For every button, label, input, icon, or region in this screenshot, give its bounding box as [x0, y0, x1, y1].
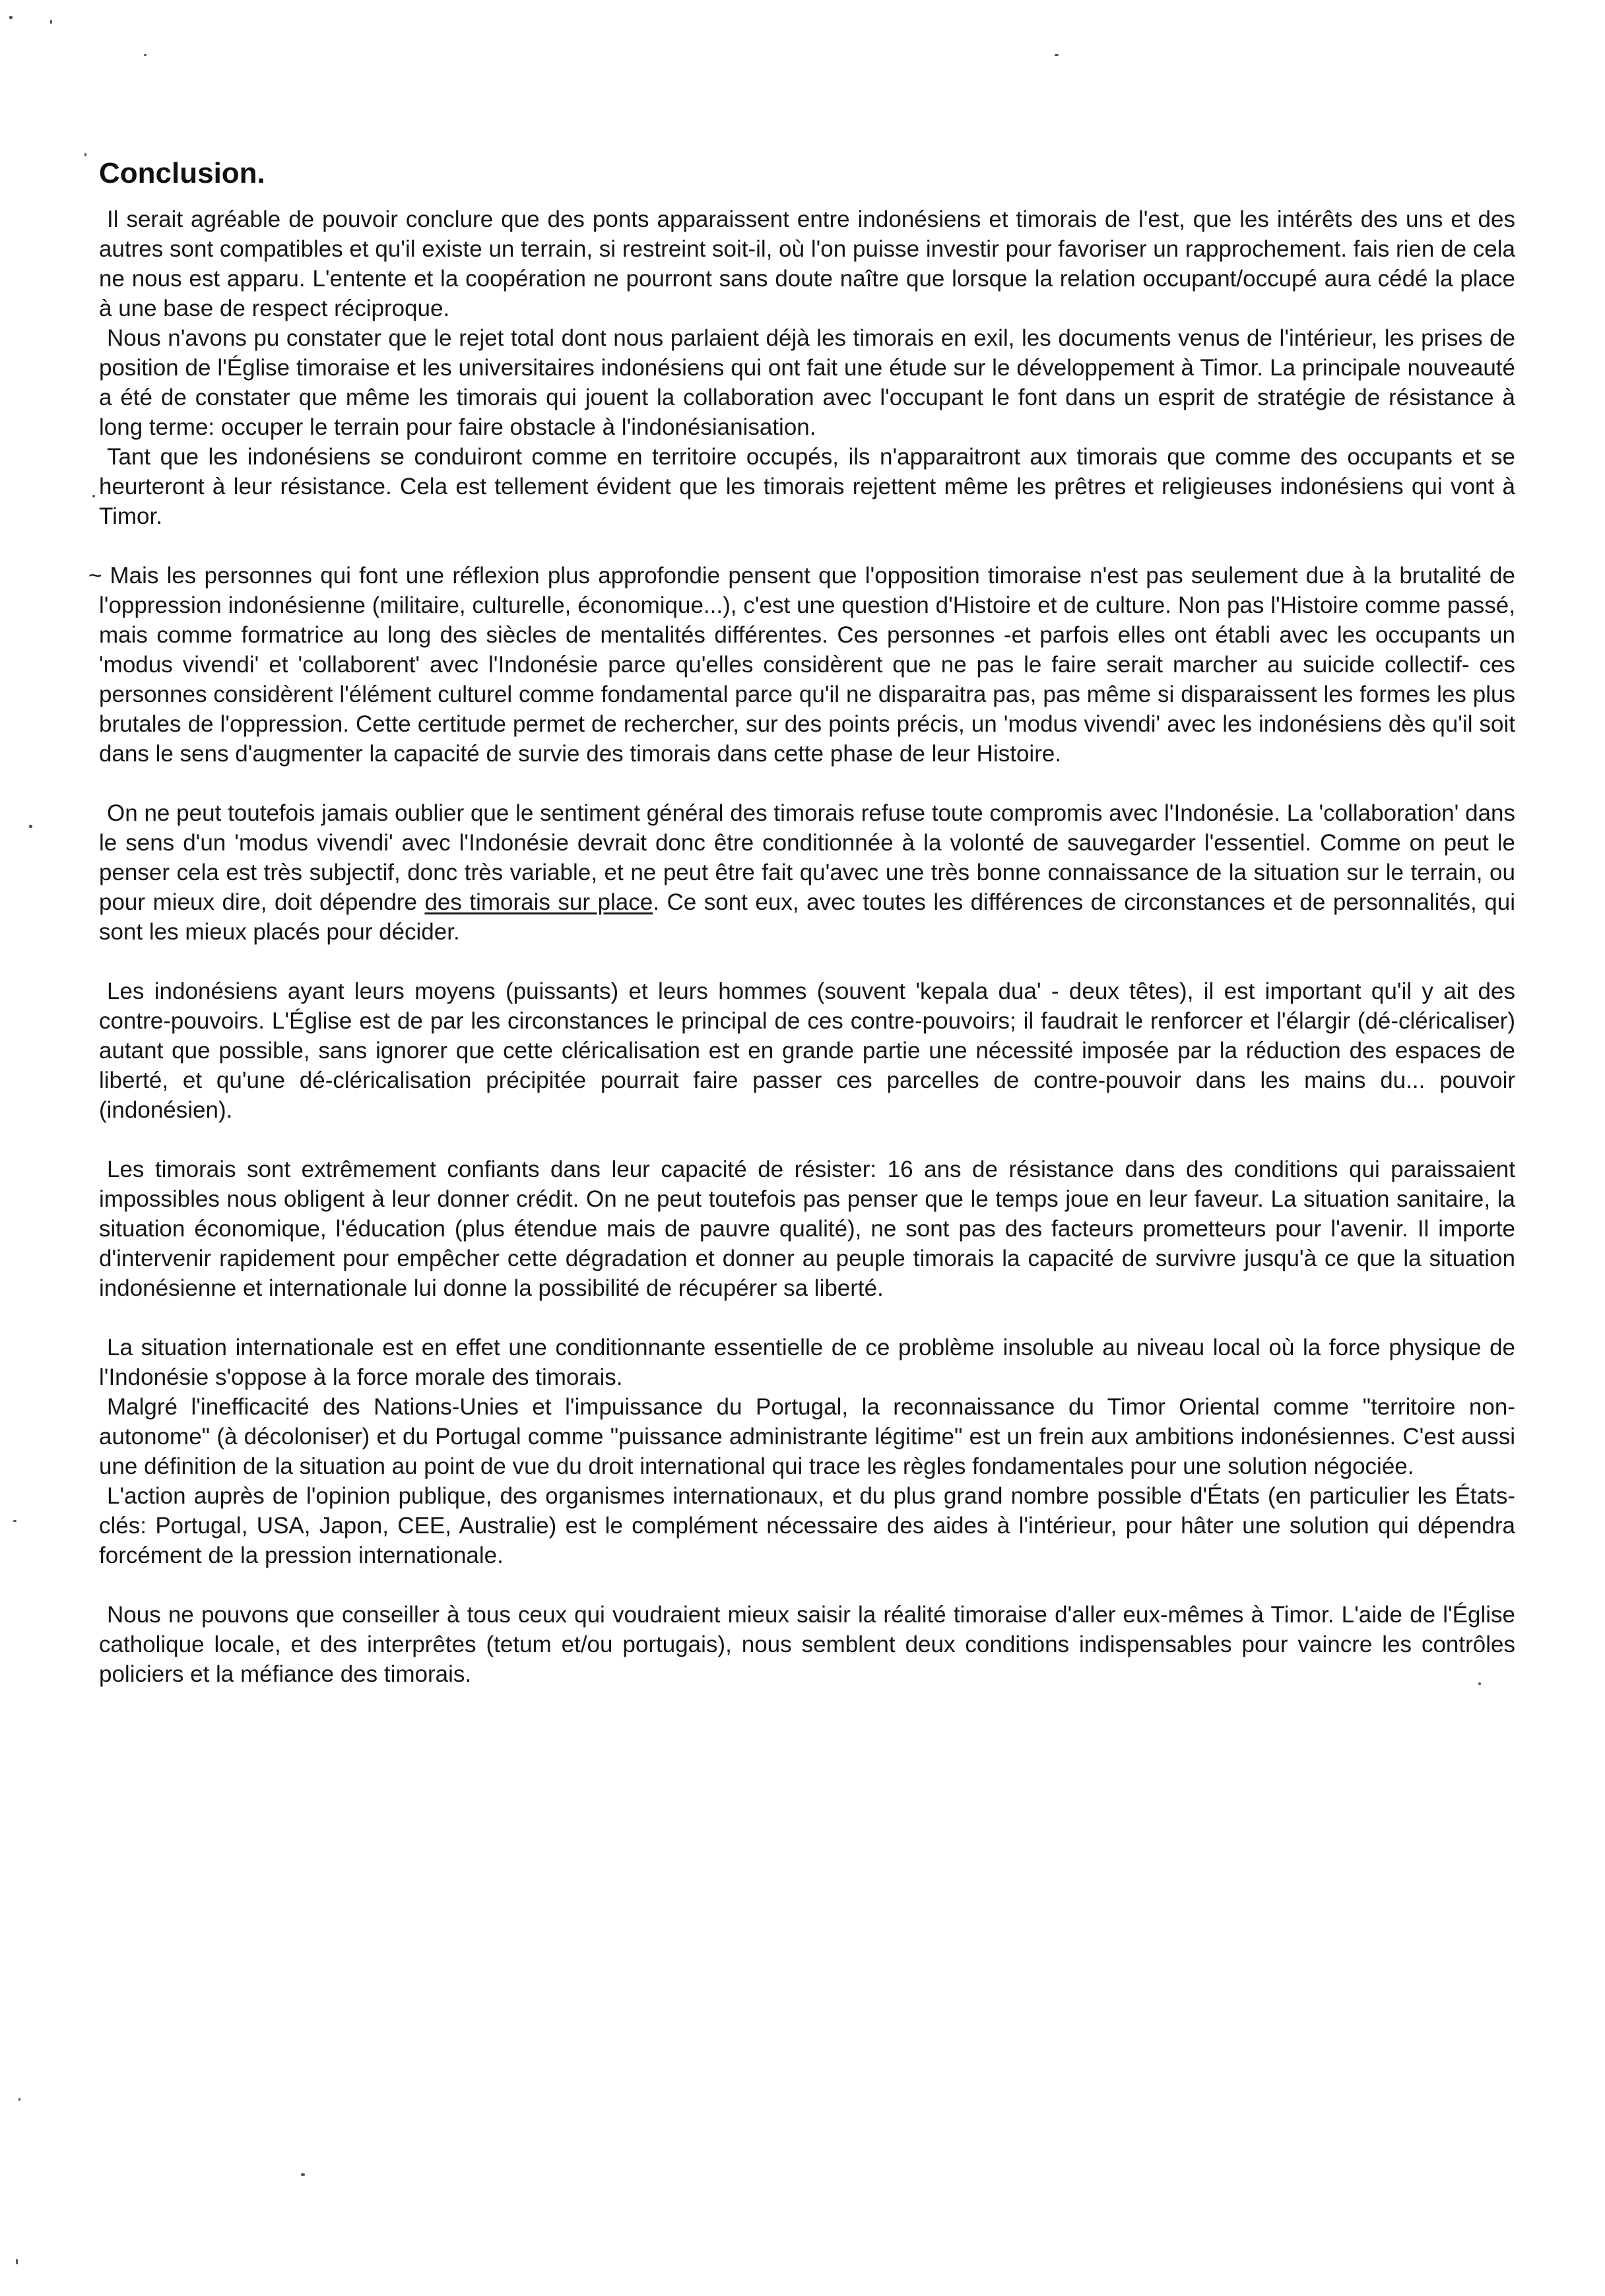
- scan-speck: [50, 20, 52, 24]
- paragraph-gap: [99, 1125, 1515, 1155]
- scan-speck: [92, 495, 95, 497]
- paragraph: Nous n'avons pu constater que le rejet total dont nous parlaient déjà les timorais en exil, les documents venus de l'intérieur, les prises de position de l'Église timoraise et les universitaires indonésiens qui ont fait une étude sur le développement à Timor. La principale nouveauté a été de constater que même les timorais qui jouent la collaboration avec l'occupant le font dans un esprit de stratégie de résistance à long terme: occuper le terrain pour faire obstacle à l'indonésianisation.: [99, 325, 1515, 440]
- underlined-emphasis: des timorais sur place: [424, 889, 653, 915]
- scan-speck: [16, 2259, 18, 2264]
- paragraph-gap: [99, 769, 1515, 798]
- handwritten-margin-mark: ~: [88, 563, 102, 589]
- scan-speck: [18, 2098, 20, 2101]
- paragraph: Les indonésiens ayant leurs moyens (puissants) et leurs hommes (souvent 'kepala dua' - deux têtes), il est important qu'il y ait des contre-pouvoirs. L'Église est de par les circonstances le principal de ces contre-pouvoirs; il faudrait le renforcer et l'élargir (dé-cléricaliser) autant que possible, sans ignorer que cette cléricalisation est en grande partie une nécessité imposée par la réduction des espaces de liberté, et qu'une dé-cléricalisation précipitée pourrait faire passer ces parcelles de contre-pouvoir dans les mains du... pouvoir (indonésien).: [99, 978, 1515, 1123]
- paragraph: L'action auprès de l'opinion publique, des organismes internationaux, et du plus grand nombre possible d'États (en particulier les États-clés: Portugal, USA, Japon, CEE, Australie) est le complément nécessaire des aides à l'intérieur, pour hâter une solution qui dépendra forcément de la pression internationale.: [99, 1483, 1515, 1568]
- scan-speck: [1055, 54, 1059, 56]
- paragraph: Tant que les indonésiens se conduiront comme en territoire occupés, ils n'apparaitront aux timorais que comme des occupants et se heurteront à leur résistance. Cela est tellement évident que les timorais rejettent même les prêtres et religieuses indonésiens qui vont à Timor.: [99, 444, 1515, 529]
- document-body: [88, 156, 1515, 1689]
- paragraph: [88, 561, 1515, 769]
- scan-speck: [9, 16, 13, 19]
- paragraph-text: Mais les personnes qui font une réflexion plus approfondie pensent que l'opposition timoraise n'est pas seulement due à la brutalité de l'oppression indonésienne (militaire, culturelle, économique...), c'est une question d'Histoire et de culture. Non pas l'Histoire comme passé, mais comme formatrice au long des siècles de mentalités différentes. Ces personnes -et parfois elles ont établi avec les occupants un 'modus vivendi' et 'collaborent' avec l'Indonésie parce qu'elles considèrent que ne pas le faire serait marcher au suicide collectif- ces personnes considèrent l'élément culturel comme fondamental parce qu'il ne disparaitra pas, pas même si disparaissent les formes les plus brutales de l'oppression. Cette certitude permet de rechercher, sur des points précis, un 'modus vivendi' avec les indonésiens dès qu'il soit dans le sens d'augmenter la capacité de survie des timorais dans cette phase de leur Histoire.: [99, 563, 1515, 767]
- scan-speck: [84, 153, 86, 156]
- paragraph-gap: [99, 1303, 1515, 1333]
- paragraph: Malgré l'inefficacité des Nations-Unies et l'impuissance du Portugal, la reconnaissance du Timor Oriental comme "territoire non-autonome" (à décoloniser) et du Portugal comme "puissance administrante légitime" est un frein aux ambitions indonésiennes. C'est aussi une définition de la situation au point de vue du droit international qui trace les règles fondamentales pour une solution négociée.: [99, 1394, 1515, 1479]
- paragraph-text: On ne peut toutefois jamais oublier que le sentiment général des timorais refuse toute compromis avec l'Indonésie. La 'collaboration' dans le sens d'un 'modus vivendi' avec l'Indonésie devrait donc être conditionnée à la volonté de sauvegarder l'essentiel. Comme on peut le penser cela est très subjectif, donc très variable, et ne peut être fait qu'avec une très bonne connaissance de la situation sur le terrain, ou pour mieux dire, doit dépendre: [99, 800, 1515, 915]
- scan-speck: [144, 54, 147, 56]
- paragraph: La situation internationale est en effet une conditionnante essentielle de ce problème insoluble au niveau local où la force physique de l'Indonésie s'oppose à la force morale des timorais.: [99, 1335, 1515, 1390]
- scan-speck: [29, 825, 32, 828]
- paragraph: Les timorais sont extrêmement confiants dans leur capacité de résister: 16 ans de résistance dans des conditions qui paraissaient impossibles nous obligent à leur donner crédit. On ne peut toutefois pas penser que le temps joue en leur faveur. La situation sanitaire, la situation économique, l'éducation (plus étendue mais de pauvre qualité), ne sont pas des facteurs prometteurs pour l'avenir. Il importe d'intervenir rapidement pour empêcher cette dégradation et donner au peuple timorais la capacité de survivre jusqu'à ce que la situation indonésienne et internationale lui donne la possibilité de récupérer sa liberté.: [99, 1157, 1515, 1301]
- paragraph-gap: [99, 531, 1515, 561]
- scan-speck: [301, 2173, 305, 2176]
- paragraph: [99, 798, 1515, 947]
- scan-speck: [13, 1520, 16, 1522]
- section-title: Conclusion.: [99, 157, 265, 189]
- paragraph-text: . Ce sont eux, avec toutes les différences de circonstances et de personnalités, qui sont les mieux placés pour décider.: [99, 889, 1515, 945]
- paragraph-gap: [99, 1570, 1515, 1600]
- paragraph-gap: [99, 947, 1515, 976]
- paragraph: Il serait agréable de pouvoir conclure que des ponts apparaissent entre indonésiens et timorais de l'est, que les intérêts des uns et des autres sont compatibles et qu'il existe un terrain, si restreint soit-il, où l'on puisse investir pour favoriser un rapprochement. fais rien de cela ne nous est apparu. L'entente et la coopération ne pourront sans doute naître que lorsque la relation occupant/occupé aura cédé la place à une base de respect réciproque.: [99, 207, 1515, 321]
- paragraph: Nous ne pouvons que conseiller à tous ceux qui voudraient mieux saisir la réalité timoraise d'aller eux-mêmes à Timor. L'aide de l'Église catholique locale, et des interprêtes (tetum et/ou portugais), nous semblent deux conditions indispensables pour vaincre les contrôles policiers et la méfiance des timorais.: [99, 1602, 1515, 1687]
